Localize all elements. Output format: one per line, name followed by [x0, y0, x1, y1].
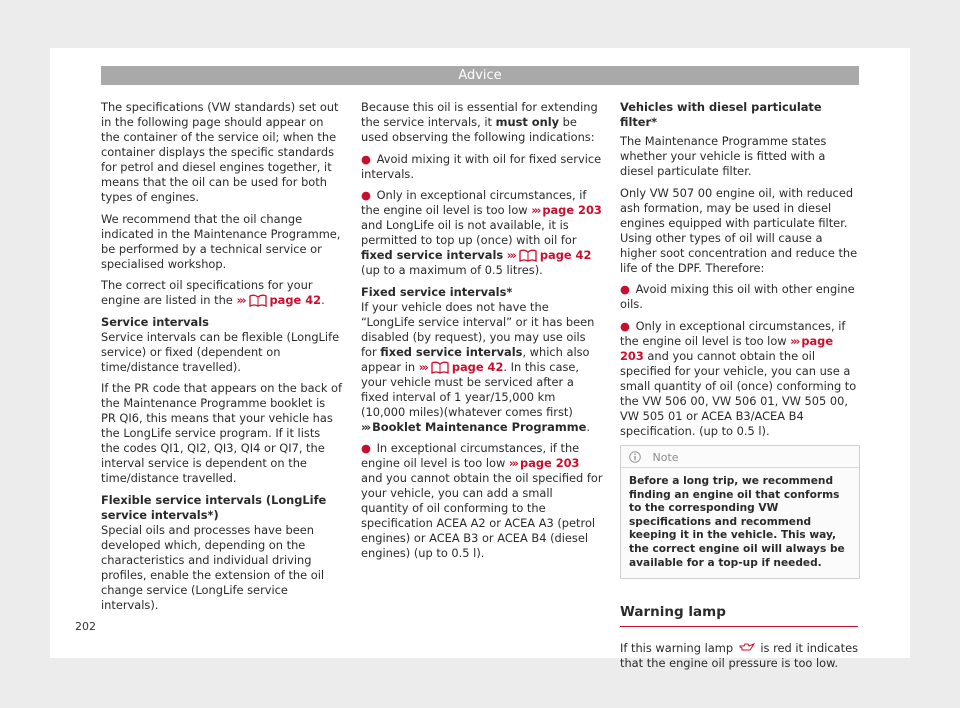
page-reference-link[interactable]: ››› page 42: [506, 248, 592, 262]
bullet-item: ● Only in exceptional circumstances, if the engine oil level is too low ››› page 203 and you cannot obtain the oil specified for your vehicle, you can use a small quantity of oil (once) conforming to the VW 506 00, VW 506 01, VW 505 00, VW 505 01 or ACEA B3/ACEA B4 specification. (up to 0.5 l).: [620, 318, 857, 438]
book-icon: [519, 249, 537, 262]
subheading: Flexible service intervals (LongLife service intervals*): [101, 492, 327, 522]
bullet-icon: ●: [620, 318, 630, 333]
paragraph: We recommend that the oil change indicated in the Maintenance Programme, be performed by a technical service or specialised workshop.: [101, 211, 341, 271]
subheading: Service intervals: [101, 314, 209, 329]
oil-can-icon: [739, 642, 755, 652]
warning-lamp-heading: Warning lamp: [620, 605, 858, 627]
book-icon: [249, 294, 267, 307]
paragraph: If the PR code that appears on the back of the Maintenance Programme booklet is PR QI6, this means that your vehicle has the LongLife service program. If it lists the codes QI1, QI2, QI3, QI4 or QI7, the interval service is dependent on the time/distance travelled.: [101, 381, 343, 485]
book-icon: [431, 361, 449, 374]
page-reference-link[interactable]: ››› page 203: [620, 333, 834, 363]
page-number: 202: [75, 620, 96, 633]
bullet-item: ● Only in exceptional circumstances, if the engine oil level is too low ››› page 203 and LongLife oil is not available, it is permitted to top up (once) with oil for fixed service intervals ››› page 42 (up to a maximum of 0.5 litres).: [361, 188, 602, 277]
subheading: Vehicles with diesel particulate filter*: [620, 100, 822, 129]
bullet-icon: ●: [361, 151, 371, 166]
page-reference-link[interactable]: ››› page 203: [508, 456, 580, 470]
column-3: [620, 100, 860, 678]
note-box: [620, 445, 860, 579]
page-reference-link[interactable]: ››› page 42: [418, 359, 504, 374]
paragraph: Only VW 507 00 engine oil, with reduced ash formation, may be used in diesel engines equipped with particulate filter. Using other types of oil will cause a higher soot concentration and reduce the life of the DPF. Therefore:: [620, 185, 858, 275]
bullet-icon: ●: [361, 188, 371, 202]
note-text: Before a long trip, we recommend finding an engine oil that conforms to the corresponding VW specifications and recommend keeping it in the vehicle. This way, the correct engine oil will always be available for a top-up if needed.: [629, 475, 845, 569]
bullet-icon: ●: [361, 441, 371, 455]
paragraph: Special oils and processes have been developed which, depending on the characteristics and individual driving profiles, enable the extension of the oil change service (LongLife service intervals).: [101, 522, 325, 612]
note-header: [621, 446, 859, 468]
paragraph: The Maintenance Programme states whether your vehicle is fitted with a diesel particulate filter.: [620, 134, 827, 178]
bullet-icon: ●: [620, 282, 630, 296]
subheading: Fixed service intervals*: [361, 284, 513, 299]
info-icon: [629, 451, 641, 463]
page-reference-link[interactable]: ››› page 203: [531, 203, 602, 217]
bullet-item: ● In exceptional circumstances, if the engine oil level is too low ››› page 203 and you cannot obtain the oil specified for your vehicle, you can add a small quantity of oil conforming to the specification ACEA A2 or ACEA A3 (petrol engines) or ACEA B3 or ACEA B4 (diesel engines) (up to 0.5 l).: [361, 441, 603, 560]
note-label: Note: [652, 451, 679, 464]
paragraph: The specifications (VW standards) set out in the following page should appear on the container of the service oil; when the container displays the specific standards for petrol and diesel engines together, it means that the oil can be used for both types of engines.: [101, 100, 339, 204]
bullet-item: ● Avoid mixing it with oil for fixed service intervals.: [361, 151, 602, 181]
bullet-item: ● Avoid mixing this oil with other engine oils.: [620, 282, 855, 311]
paragraph: The correct oil specifications for your engine are listed in the ››› page 42.: [101, 278, 325, 307]
paragraph: If your vehicle does not have the “LongLife service interval” or it has been disabled (by request), you may use oils for fixed service intervals, which also appear in ››› page 42. In this case, your vehicle must be serviced after a fixed interval of 1 year/15,000 km (10,000 miles)(whatever comes first) ››› Booklet Maintenance Programme.: [361, 299, 595, 434]
paragraph: If this warning lamp is red it indicates that the engine oil pressure is too low.: [620, 641, 859, 671]
paragraph: Because this oil is essential for extending the service intervals, it must only be used observing the following indications:: [361, 100, 598, 144]
column-2: [361, 100, 603, 568]
paragraph: Service intervals can be flexible (LongLife service) or fixed (dependent on time/distance travelled).: [101, 329, 340, 374]
page-reference-link[interactable]: ››› page 42: [236, 293, 322, 307]
booklet-reference[interactable]: ››› Booklet Maintenance Programme: [361, 419, 587, 434]
section-header: Advice: [101, 66, 859, 85]
column-1: [101, 100, 342, 619]
